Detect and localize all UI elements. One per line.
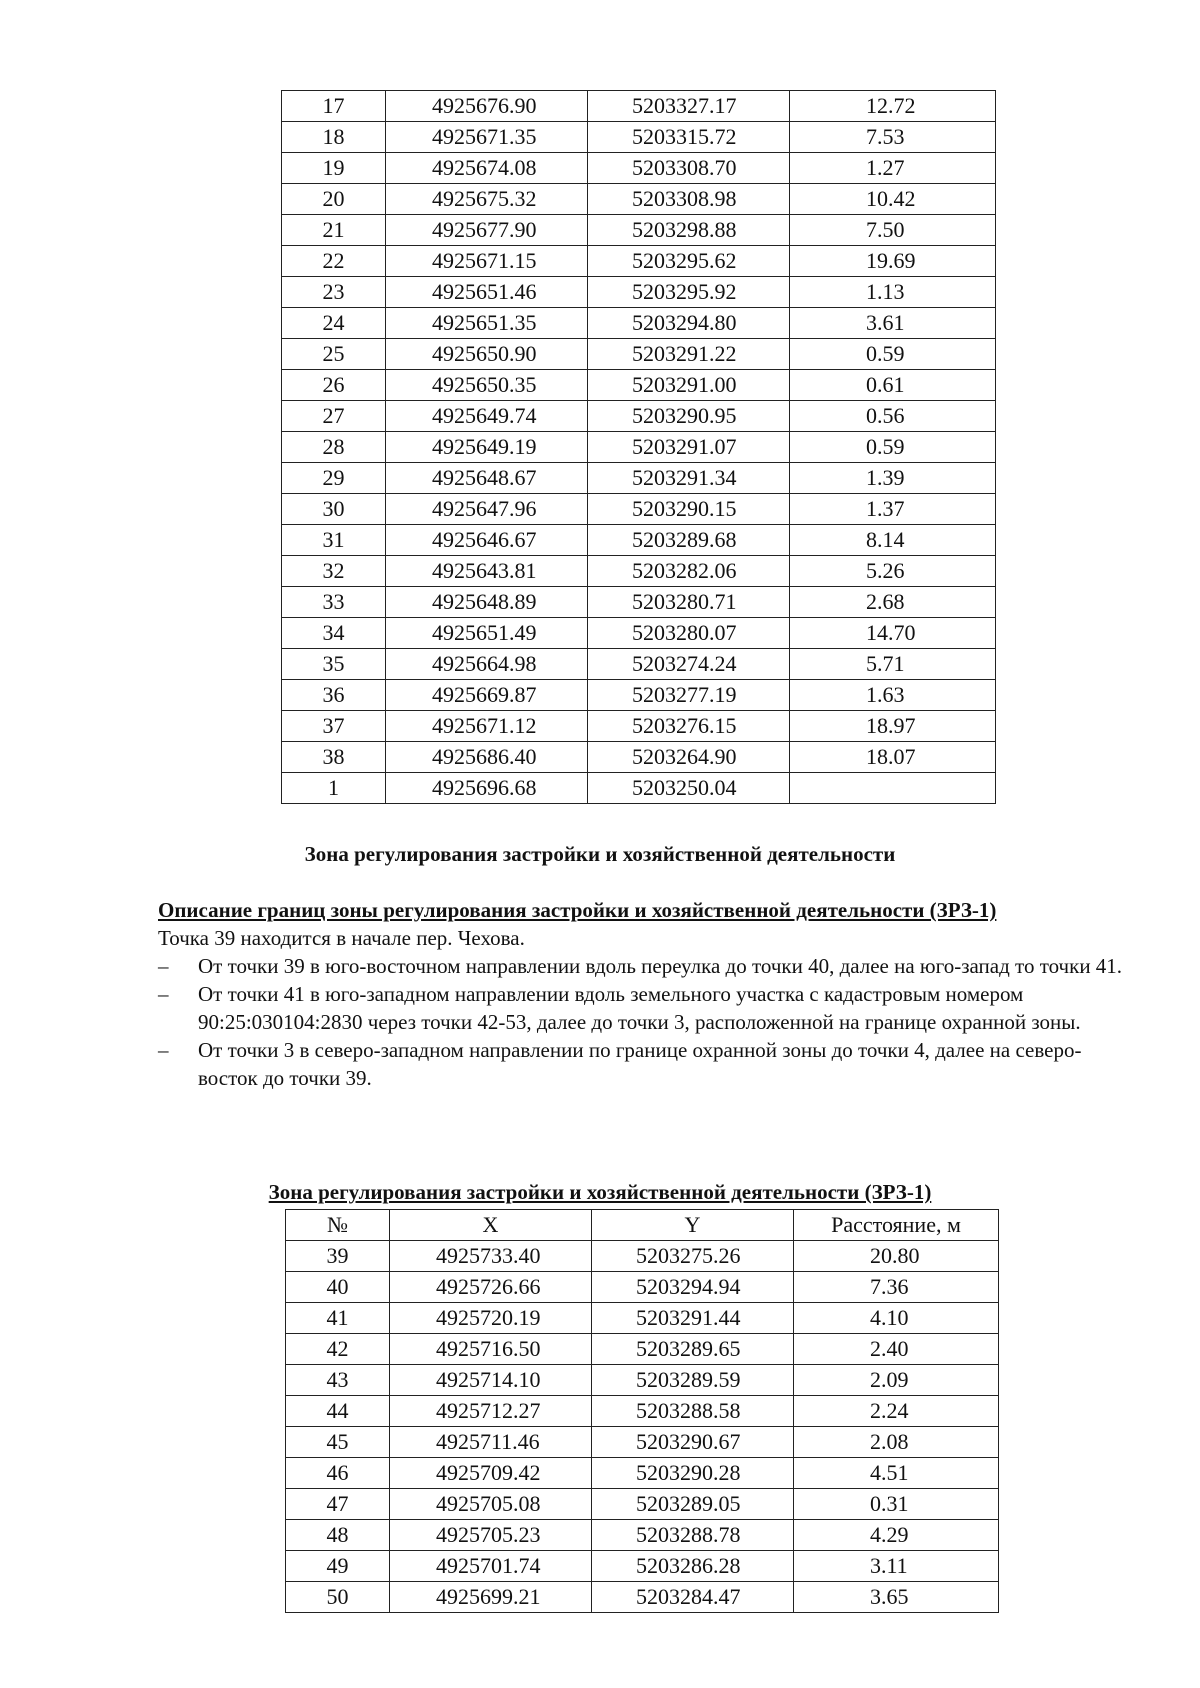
point-number-cell: 26 <box>282 370 386 401</box>
point-number-cell: 17 <box>282 91 386 122</box>
y-coordinate-cell: 5203291.07 <box>588 432 790 463</box>
distance-cell: 10.42 <box>790 184 996 215</box>
distance-cell: 5.71 <box>790 649 996 680</box>
point-number-cell: 43 <box>286 1365 390 1396</box>
y-coordinate-cell: 5203264.90 <box>588 742 790 773</box>
y-coordinate-cell: 5203291.44 <box>592 1303 794 1334</box>
distance-cell: 0.59 <box>790 339 996 370</box>
column-header-x: X <box>390 1210 592 1241</box>
x-coordinate-cell: 4925714.10 <box>390 1365 592 1396</box>
table-row <box>282 773 996 804</box>
coordinates-table-continued <box>281 90 996 804</box>
table-row <box>282 246 996 277</box>
table-row <box>286 1520 999 1551</box>
y-coordinate-cell: 5203280.71 <box>588 587 790 618</box>
y-coordinate-cell: 5203290.67 <box>592 1427 794 1458</box>
distance-cell: 7.53 <box>790 122 996 153</box>
list-item-text: От точки 41 в юго-западном направлении вдоль земельного участка с кадастровым номером 90:25:030104:2830 через точки 42-53, далее до точки 3, расположенной на границе охранной зоны. <box>198 982 1081 1034</box>
y-coordinate-cell: 5203289.05 <box>592 1489 794 1520</box>
table-header <box>286 1210 999 1241</box>
list-dash: – <box>158 982 169 1006</box>
table-row <box>286 1427 999 1458</box>
y-coordinate-cell: 5203250.04 <box>588 773 790 804</box>
list-item-text: От точки 3 в северо-западном направлении по границе охранной зоны до точки 4, далее на северо-восток до точки 39. <box>198 1038 1082 1090</box>
distance-cell: 2.40 <box>794 1334 999 1365</box>
point-number-cell: 47 <box>286 1489 390 1520</box>
point-number-cell: 38 <box>282 742 386 773</box>
x-coordinate-cell: 4925712.27 <box>390 1396 592 1427</box>
x-coordinate-cell: 4925705.23 <box>390 1520 592 1551</box>
list-item <box>158 1036 1138 1092</box>
y-coordinate-cell: 5203290.28 <box>592 1458 794 1489</box>
column-header-distance: Расстояние, м <box>794 1210 999 1241</box>
point-number-cell: 37 <box>282 711 386 742</box>
y-coordinate-cell: 5203291.22 <box>588 339 790 370</box>
point-number-cell: 34 <box>282 618 386 649</box>
boundary-description-list <box>158 952 1138 1092</box>
y-coordinate-cell: 5203280.07 <box>588 618 790 649</box>
point-number-cell: 20 <box>282 184 386 215</box>
x-coordinate-cell: 4925696.68 <box>386 773 588 804</box>
distance-cell: 3.61 <box>790 308 996 339</box>
x-coordinate-cell: 4925648.89 <box>386 587 588 618</box>
x-coordinate-cell: 4925705.08 <box>390 1489 592 1520</box>
table-row <box>282 91 996 122</box>
x-coordinate-cell: 4925664.98 <box>386 649 588 680</box>
point-number-cell: 33 <box>282 587 386 618</box>
boundary-description <box>158 896 1138 1092</box>
table-row <box>282 215 996 246</box>
y-coordinate-cell: 5203295.62 <box>588 246 790 277</box>
table-row <box>282 494 996 525</box>
distance-cell: 0.56 <box>790 401 996 432</box>
x-coordinate-cell: 4925651.35 <box>386 308 588 339</box>
y-coordinate-cell: 5203275.26 <box>592 1241 794 1272</box>
distance-cell: 1.27 <box>790 153 996 184</box>
table-row <box>286 1458 999 1489</box>
table-row <box>282 649 996 680</box>
table-row <box>286 1582 999 1613</box>
boundary-description-heading: Описание границ зоны регулирования застройки и хозяйственной деятельности (ЗРЗ-1) <box>158 898 997 922</box>
table-row <box>282 463 996 494</box>
x-coordinate-cell: 4925649.19 <box>386 432 588 463</box>
x-coordinate-cell: 4925650.35 <box>386 370 588 401</box>
x-coordinate-cell: 4925716.50 <box>390 1334 592 1365</box>
distance-cell: 5.26 <box>790 556 996 587</box>
table-row <box>286 1396 999 1427</box>
distance-cell: 2.09 <box>794 1365 999 1396</box>
y-coordinate-cell: 5203295.92 <box>588 277 790 308</box>
distance-cell: 2.08 <box>794 1427 999 1458</box>
point-number-cell: 35 <box>282 649 386 680</box>
boundary-description-intro: Точка 39 находится в начале пер. Чехова. <box>158 926 525 950</box>
table-row <box>282 339 996 370</box>
distance-cell: 7.50 <box>790 215 996 246</box>
x-coordinate-cell: 4925720.19 <box>390 1303 592 1334</box>
distance-cell: 1.13 <box>790 277 996 308</box>
distance-cell: 2.68 <box>790 587 996 618</box>
table-row <box>282 401 996 432</box>
y-coordinate-cell: 5203286.28 <box>592 1551 794 1582</box>
distance-cell: 0.59 <box>790 432 996 463</box>
x-coordinate-cell: 4925675.32 <box>386 184 588 215</box>
list-item <box>158 980 1138 1036</box>
point-number-cell: 44 <box>286 1396 390 1427</box>
point-number-cell: 41 <box>286 1303 390 1334</box>
point-number-cell: 39 <box>286 1241 390 1272</box>
x-coordinate-cell: 4925649.74 <box>386 401 588 432</box>
y-coordinate-cell: 5203284.47 <box>592 1582 794 1613</box>
table-row <box>282 432 996 463</box>
point-number-cell: 29 <box>282 463 386 494</box>
point-number-cell: 27 <box>282 401 386 432</box>
distance-cell: 4.29 <box>794 1520 999 1551</box>
y-coordinate-cell: 5203282.06 <box>588 556 790 587</box>
zone-title: Зона регулирования застройки и хозяйственной деятельности <box>304 842 896 866</box>
table-row <box>286 1303 999 1334</box>
point-number-cell: 45 <box>286 1427 390 1458</box>
distance-cell: 0.61 <box>790 370 996 401</box>
x-coordinate-cell: 4925669.87 <box>386 680 588 711</box>
x-coordinate-cell: 4925676.90 <box>386 91 588 122</box>
y-coordinate-cell: 5203290.95 <box>588 401 790 432</box>
x-coordinate-cell: 4925699.21 <box>390 1582 592 1613</box>
distance-cell: 2.24 <box>794 1396 999 1427</box>
table-row <box>282 308 996 339</box>
list-dash: – <box>158 954 169 978</box>
x-coordinate-cell: 4925646.67 <box>386 525 588 556</box>
x-coordinate-cell: 4925651.49 <box>386 618 588 649</box>
x-coordinate-cell: 4925701.74 <box>390 1551 592 1582</box>
table-row <box>282 525 996 556</box>
x-coordinate-cell: 4925648.67 <box>386 463 588 494</box>
distance-cell: 4.51 <box>794 1458 999 1489</box>
coordinates-table-body <box>286 1241 999 1613</box>
distance-cell: 14.70 <box>790 618 996 649</box>
zrz1-table-title: Зона регулирования застройки и хозяйственной деятельности (ЗРЗ-1) <box>268 1180 932 1204</box>
table-row <box>286 1241 999 1272</box>
distance-cell: 19.69 <box>790 246 996 277</box>
column-header-number: № <box>286 1210 390 1241</box>
y-coordinate-cell: 5203294.94 <box>592 1272 794 1303</box>
table-row <box>282 587 996 618</box>
x-coordinate-cell: 4925671.12 <box>386 711 588 742</box>
y-coordinate-cell: 5203277.19 <box>588 680 790 711</box>
zrz1-coordinates-table <box>285 1209 999 1613</box>
x-coordinate-cell: 4925671.15 <box>386 246 588 277</box>
y-coordinate-cell: 5203291.34 <box>588 463 790 494</box>
distance-cell: 18.97 <box>790 711 996 742</box>
table-row <box>282 680 996 711</box>
table-row <box>286 1489 999 1520</box>
coordinates-table-body <box>282 91 996 804</box>
table-row <box>282 742 996 773</box>
y-coordinate-cell: 5203290.15 <box>588 494 790 525</box>
y-coordinate-cell: 5203298.88 <box>588 215 790 246</box>
x-coordinate-cell: 4925709.42 <box>390 1458 592 1489</box>
x-coordinate-cell: 4925671.35 <box>386 122 588 153</box>
table-row <box>286 1272 999 1303</box>
x-coordinate-cell: 4925647.96 <box>386 494 588 525</box>
point-number-cell: 24 <box>282 308 386 339</box>
x-coordinate-cell: 4925674.08 <box>386 153 588 184</box>
y-coordinate-cell: 5203288.78 <box>592 1520 794 1551</box>
point-number-cell: 19 <box>282 153 386 184</box>
point-number-cell: 23 <box>282 277 386 308</box>
distance-cell: 12.72 <box>790 91 996 122</box>
y-coordinate-cell: 5203327.17 <box>588 91 790 122</box>
distance-cell <box>790 773 996 804</box>
point-number-cell: 1 <box>282 773 386 804</box>
distance-cell: 7.36 <box>794 1272 999 1303</box>
x-coordinate-cell: 4925651.46 <box>386 277 588 308</box>
distance-cell: 8.14 <box>790 525 996 556</box>
list-item-text: От точки 39 в юго-восточном направлении вдоль переулка до точки 40, далее на юго-запад то точки 41. <box>198 954 1123 978</box>
table-row <box>282 153 996 184</box>
table-row <box>282 618 996 649</box>
x-coordinate-cell: 4925650.90 <box>386 339 588 370</box>
x-coordinate-cell: 4925726.66 <box>390 1272 592 1303</box>
point-number-cell: 25 <box>282 339 386 370</box>
y-coordinate-cell: 5203315.72 <box>588 122 790 153</box>
point-number-cell: 18 <box>282 122 386 153</box>
y-coordinate-cell: 5203289.65 <box>592 1334 794 1365</box>
column-header-y: Y <box>592 1210 794 1241</box>
y-coordinate-cell: 5203294.80 <box>588 308 790 339</box>
point-number-cell: 30 <box>282 494 386 525</box>
point-number-cell: 50 <box>286 1582 390 1613</box>
point-number-cell: 40 <box>286 1272 390 1303</box>
table-row <box>286 1334 999 1365</box>
point-number-cell: 31 <box>282 525 386 556</box>
y-coordinate-cell: 5203274.24 <box>588 649 790 680</box>
distance-cell: 3.65 <box>794 1582 999 1613</box>
y-coordinate-cell: 5203289.68 <box>588 525 790 556</box>
list-dash: – <box>158 1038 169 1062</box>
point-number-cell: 46 <box>286 1458 390 1489</box>
point-number-cell: 22 <box>282 246 386 277</box>
list-item <box>158 952 1138 980</box>
table-row <box>286 1551 999 1582</box>
table-header-row <box>286 1210 999 1241</box>
distance-cell: 1.37 <box>790 494 996 525</box>
distance-cell: 1.39 <box>790 463 996 494</box>
y-coordinate-cell: 5203308.98 <box>588 184 790 215</box>
table-row <box>282 370 996 401</box>
table-row <box>286 1365 999 1396</box>
distance-cell: 20.80 <box>794 1241 999 1272</box>
x-coordinate-cell: 4925733.40 <box>390 1241 592 1272</box>
x-coordinate-cell: 4925711.46 <box>390 1427 592 1458</box>
table-row <box>282 122 996 153</box>
point-number-cell: 28 <box>282 432 386 463</box>
table-row <box>282 711 996 742</box>
point-number-cell: 48 <box>286 1520 390 1551</box>
y-coordinate-cell: 5203276.15 <box>588 711 790 742</box>
x-coordinate-cell: 4925677.90 <box>386 215 588 246</box>
point-number-cell: 49 <box>286 1551 390 1582</box>
point-number-cell: 36 <box>282 680 386 711</box>
distance-cell: 4.10 <box>794 1303 999 1334</box>
x-coordinate-cell: 4925643.81 <box>386 556 588 587</box>
table-row <box>282 277 996 308</box>
y-coordinate-cell: 5203288.58 <box>592 1396 794 1427</box>
x-coordinate-cell: 4925686.40 <box>386 742 588 773</box>
point-number-cell: 32 <box>282 556 386 587</box>
table-row <box>282 184 996 215</box>
distance-cell: 3.11 <box>794 1551 999 1582</box>
y-coordinate-cell: 5203289.59 <box>592 1365 794 1396</box>
distance-cell: 18.07 <box>790 742 996 773</box>
y-coordinate-cell: 5203308.70 <box>588 153 790 184</box>
point-number-cell: 42 <box>286 1334 390 1365</box>
distance-cell: 1.63 <box>790 680 996 711</box>
y-coordinate-cell: 5203291.00 <box>588 370 790 401</box>
point-number-cell: 21 <box>282 215 386 246</box>
table-row <box>282 556 996 587</box>
distance-cell: 0.31 <box>794 1489 999 1520</box>
